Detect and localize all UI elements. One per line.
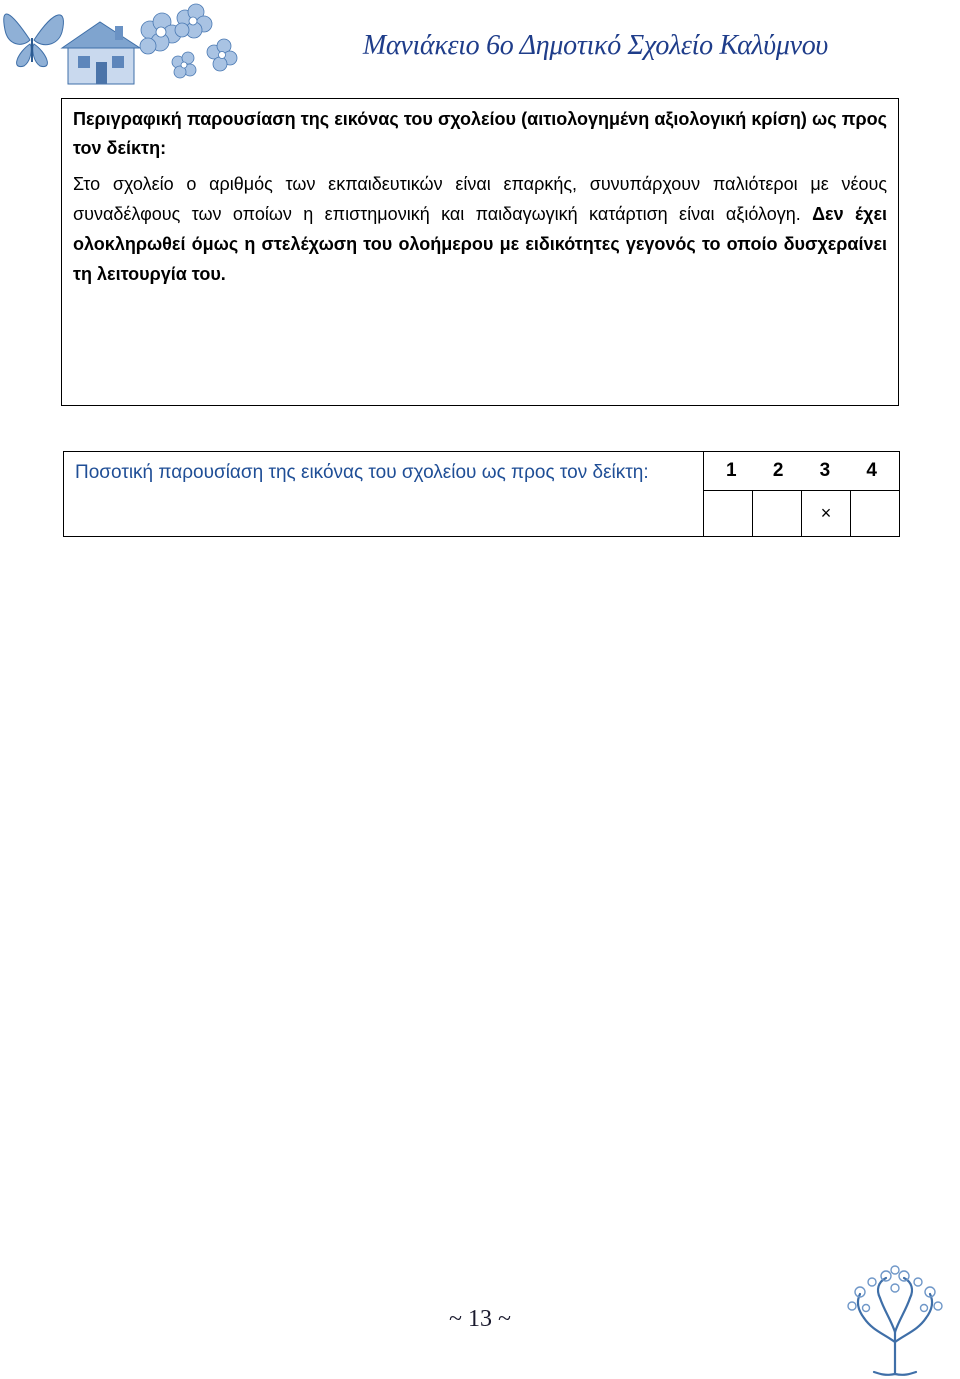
page-number: ~ 13 ~	[449, 1306, 511, 1332]
tree-decoration-icon	[836, 1262, 954, 1379]
header-decoration-icon	[0, 0, 260, 95]
scale-cell-4[interactable]	[851, 491, 900, 537]
selected-mark: ×	[820, 503, 832, 524]
quantitative-label: Ποσοτική παρουσίαση της εικόνας του σχολείου ως προς τον δείκτη:	[64, 452, 704, 537]
description-text-part2: Δεν έχει ολοκληρωθεί όμως η στελέχωση του ολοήμερου με ειδικότητες γεγονός το οποίο δυσχεραίνει τη λειτουργία του.	[73, 204, 887, 284]
description-text-part1: Στο σχολείο ο αριθμός των εκπαιδευτικών είναι επαρκής, συνυπάρχουν παλιότεροι με νέους συναδέλφους των οποίων η επιστημονική και παιδαγωγική κατάρτιση είναι αξιόλογη.	[73, 174, 887, 224]
scale-label-2: 2	[772, 460, 784, 482]
quantitative-table	[63, 451, 900, 537]
scale-cell-1[interactable]	[704, 491, 753, 537]
description-box	[61, 98, 899, 406]
description-heading: Περιγραφική παρουσίαση της εικόνας του σχολείου (αιτιολογημένη αξιολογική κρίση) ως προς τον δείκτη:	[73, 109, 887, 158]
scale-label-4: 4	[866, 460, 877, 482]
house-icon	[62, 22, 140, 84]
scale-label-3: 3	[819, 460, 831, 482]
flowers-icon	[140, 4, 237, 78]
scale-label-1: 1	[726, 460, 737, 482]
scale-cell-2[interactable]	[753, 491, 802, 537]
scale-cell-3[interactable]	[802, 491, 851, 537]
description-paragraph	[73, 169, 887, 289]
scale-header	[704, 452, 900, 491]
butterfly-icon	[4, 14, 64, 67]
school-title: Μανιάκειο 6ο Δημοτικό Σχολείο Καλύμνου	[362, 30, 828, 61]
